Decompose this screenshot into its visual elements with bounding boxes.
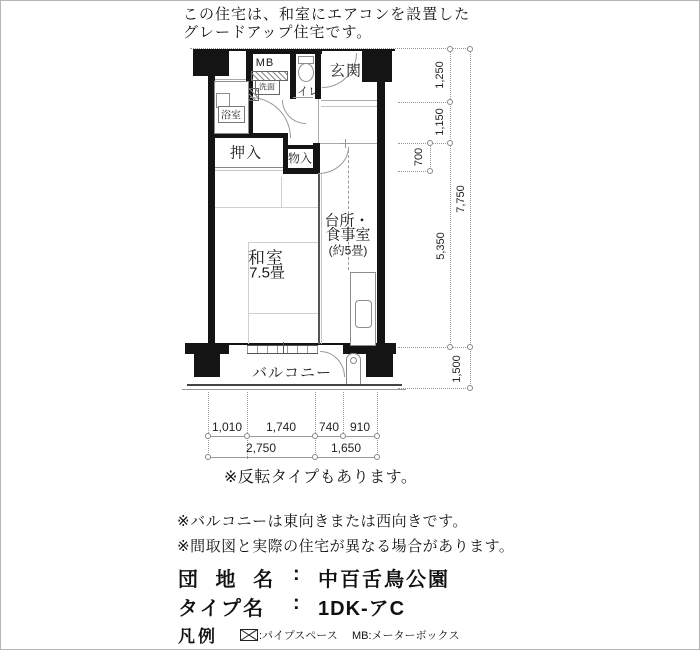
entrance-step-line bbox=[321, 106, 377, 107]
tatami-line bbox=[281, 177, 282, 207]
wall-right bbox=[377, 49, 385, 351]
column-top-left bbox=[193, 49, 229, 76]
bath-top-line bbox=[215, 79, 246, 80]
closet-label: 押入 bbox=[229, 144, 263, 162]
dimension-line bbox=[208, 457, 377, 458]
dimension-line bbox=[470, 49, 471, 347]
wall-top-thick bbox=[246, 49, 322, 54]
wall-storage-bottom bbox=[283, 168, 320, 174]
entrance-label: 玄関 bbox=[329, 62, 363, 80]
tatami-line bbox=[215, 207, 318, 208]
dim-tick bbox=[427, 140, 433, 146]
header-line1: この住宅は、和室にエアコンを設置した bbox=[183, 6, 471, 23]
pipe-space-icon bbox=[240, 628, 258, 646]
dim-label-1010: 1,010 bbox=[211, 420, 243, 434]
estate-name-value: 中百舌鳥公園 bbox=[318, 569, 450, 591]
dimension-line bbox=[450, 49, 451, 347]
japanese-room-label: 和室 bbox=[248, 248, 284, 268]
dk-label-line2: 食事室 bbox=[325, 226, 371, 244]
note-balcony-facing: ※バルコニーは東向きまたは西向きです。 bbox=[177, 513, 468, 530]
toilet-label: トイレ bbox=[286, 86, 320, 98]
dim-label-1650: 1,650 bbox=[330, 441, 362, 455]
extension-line bbox=[343, 392, 344, 435]
dim-tick bbox=[447, 99, 453, 105]
mb-label: MB bbox=[255, 57, 275, 69]
dim-tick bbox=[374, 433, 380, 439]
dim-tick bbox=[374, 454, 380, 460]
legend-pipe-space: :パイプスペース bbox=[259, 630, 338, 642]
dimension-line bbox=[208, 436, 377, 437]
dim-tick bbox=[205, 454, 211, 460]
dim-label-2750: 2,750 bbox=[245, 441, 277, 455]
balcony-edge-outer bbox=[182, 389, 406, 390]
bath-label: 浴室 bbox=[221, 110, 241, 122]
dim-tick bbox=[447, 46, 453, 52]
washbasin-label: 洗面 bbox=[259, 82, 275, 92]
wall-bottom-left-bar bbox=[185, 343, 229, 354]
dim-label-1250: 1,250 bbox=[434, 61, 446, 89]
extension-line bbox=[398, 143, 452, 144]
dim-tick bbox=[467, 46, 473, 52]
balcony-edge bbox=[187, 384, 402, 386]
storage-label: 物入 bbox=[287, 151, 313, 166]
dim-tick bbox=[447, 344, 453, 350]
extension-line bbox=[398, 102, 452, 103]
dim-label-1740: 1,740 bbox=[265, 420, 297, 434]
dim-label-7750: 7,750 bbox=[455, 185, 467, 213]
dim-tick bbox=[467, 344, 473, 350]
legend-meter-box: MB:メーターボックス bbox=[352, 630, 460, 642]
dim-label-700: 700 bbox=[413, 147, 425, 167]
room-divider bbox=[318, 174, 320, 344]
japanese-room-size: 7.5畳 bbox=[249, 264, 285, 282]
dim-tick bbox=[340, 433, 346, 439]
dim-label-1150: 1,150 bbox=[434, 108, 446, 136]
dim-tick bbox=[312, 433, 318, 439]
extension-line bbox=[398, 347, 472, 348]
header-line2: グレードアップ住宅です。 bbox=[183, 24, 373, 41]
dim-tick bbox=[312, 454, 318, 460]
extension-line bbox=[315, 392, 316, 459]
entrance-step-line bbox=[321, 100, 377, 101]
dk-label-line3: (約5畳) bbox=[328, 243, 368, 258]
door-arc-dk bbox=[318, 147, 349, 174]
balcony-label: バルコニー bbox=[251, 364, 333, 382]
extension-line bbox=[208, 392, 209, 459]
type-name-label: タイプ名 bbox=[178, 598, 265, 620]
estate-name-colon: : bbox=[293, 563, 300, 585]
dk-label-line1: 台所・ bbox=[324, 212, 370, 230]
column-bottom-left bbox=[194, 354, 220, 377]
type-name-value: 1DK-アC bbox=[318, 598, 406, 620]
closet-door-line bbox=[215, 170, 283, 171]
column-bottom-right bbox=[366, 354, 393, 377]
dim-tick bbox=[205, 433, 211, 439]
note-flip: ※反転タイプもあります。 bbox=[224, 469, 418, 486]
dim-label-740: 740 bbox=[318, 420, 340, 434]
dim-tick bbox=[467, 385, 473, 391]
type-name-colon: : bbox=[293, 592, 300, 614]
note-disclaimer: ※間取図と実際の住宅が異なる場合があります。 bbox=[177, 538, 515, 555]
closet-door-line bbox=[215, 167, 283, 168]
estate-name-label: 団 地 名 bbox=[178, 569, 280, 591]
kitchen-sink bbox=[355, 300, 372, 328]
window-center-tick bbox=[283, 342, 284, 353]
dim-tick bbox=[244, 433, 250, 439]
toilet-bowl bbox=[298, 63, 314, 82]
dimension-line bbox=[470, 347, 471, 388]
corridor-line bbox=[318, 99, 319, 143]
extension-line bbox=[377, 392, 378, 459]
dimension-line bbox=[430, 143, 431, 171]
extension-line bbox=[398, 388, 472, 389]
dim-label-5350: 5,350 bbox=[435, 232, 447, 260]
room-divider-inner bbox=[321, 174, 322, 344]
tatami-line bbox=[248, 313, 318, 314]
column-top-right bbox=[362, 49, 392, 82]
dim-label-1500: 1,500 bbox=[451, 355, 463, 383]
legend-title: 凡例 bbox=[178, 627, 218, 646]
dim-tick bbox=[427, 168, 433, 174]
drain-circle bbox=[350, 357, 357, 364]
dim-label-910: 910 bbox=[349, 420, 371, 434]
dim-tick bbox=[447, 140, 453, 146]
